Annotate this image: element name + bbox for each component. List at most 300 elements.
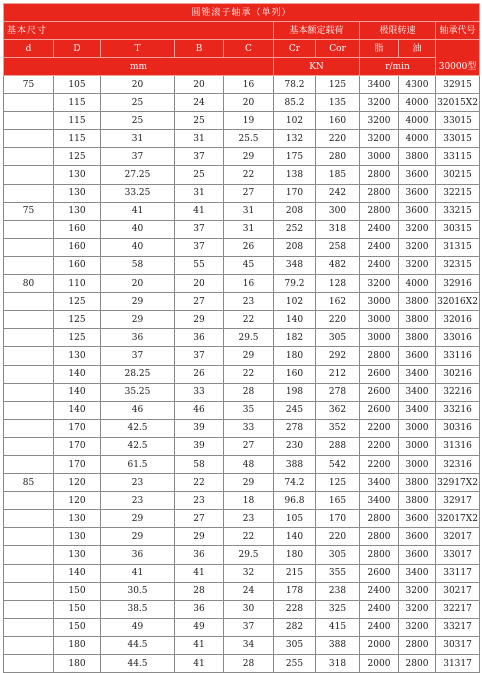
cell-B: 39 xyxy=(175,419,224,437)
cell-cor: 258 xyxy=(316,238,360,256)
cell-grease: 2200 xyxy=(360,455,399,473)
cell-d xyxy=(4,564,54,582)
cell-T: 40 xyxy=(101,238,175,256)
cell-B: 39 xyxy=(175,437,224,455)
table-row xyxy=(4,365,480,383)
cell-cr: 230 xyxy=(274,437,316,455)
cell-d xyxy=(4,220,54,238)
cell-oil: 3000 xyxy=(399,419,436,437)
cell-T: 36 xyxy=(101,329,175,347)
cell-oil: 3600 xyxy=(399,202,436,220)
cell-d xyxy=(4,582,54,600)
cell-B: 55 xyxy=(175,256,224,274)
cell-grease: 3000 xyxy=(360,311,399,329)
table-row xyxy=(4,582,480,600)
cell-T: 27.25 xyxy=(101,166,175,184)
cell-B: 31 xyxy=(175,130,224,148)
cell-cr: 178 xyxy=(274,582,316,600)
cell-d xyxy=(4,311,54,329)
cell-B: 46 xyxy=(175,401,224,419)
cell-B: 37 xyxy=(175,347,224,365)
unit-kn: KN xyxy=(274,58,360,76)
cell-oil: 3000 xyxy=(399,455,436,473)
cell-D: 140 xyxy=(54,365,101,383)
cell-cor: 288 xyxy=(316,437,360,455)
cell-oil: 4000 xyxy=(399,275,436,293)
table-body xyxy=(4,4,480,673)
cell-d xyxy=(4,256,54,274)
cell-D: 130 xyxy=(54,347,101,365)
cell-cor: 280 xyxy=(316,148,360,166)
cell-cr: 255 xyxy=(274,655,316,673)
table-row xyxy=(4,148,480,166)
cell-C: 48 xyxy=(224,455,274,473)
cell-cr: 180 xyxy=(274,347,316,365)
cell-cor: 220 xyxy=(316,528,360,546)
cell-B: 41 xyxy=(175,655,224,673)
col-C-header: C xyxy=(224,40,274,58)
cell-code: 31317 xyxy=(436,655,480,673)
cell-d xyxy=(4,492,54,510)
cell-grease: 2200 xyxy=(360,437,399,455)
bearing-code-header: 轴承代号 xyxy=(436,22,480,40)
cell-oil: 3800 xyxy=(399,474,436,492)
cell-D: 160 xyxy=(54,256,101,274)
cell-D: 140 xyxy=(54,401,101,419)
cell-C: 24 xyxy=(224,582,274,600)
cell-code: 32216 xyxy=(436,383,480,401)
cell-C: 45 xyxy=(224,256,274,274)
cell-B: 27 xyxy=(175,293,224,311)
cell-D: 125 xyxy=(54,329,101,347)
cell-C: 20 xyxy=(224,94,274,112)
cell-oil: 3600 xyxy=(399,184,436,202)
cell-C: 37 xyxy=(224,618,274,636)
cell-grease: 2600 xyxy=(360,365,399,383)
table-row xyxy=(4,655,480,673)
cell-D: 130 xyxy=(54,202,101,220)
col-cor-header: Cor xyxy=(316,40,360,58)
cell-C: 22 xyxy=(224,365,274,383)
cell-cor: 162 xyxy=(316,293,360,311)
cell-C: 16 xyxy=(224,275,274,293)
cell-grease: 2400 xyxy=(360,600,399,618)
cell-grease: 2800 xyxy=(360,347,399,365)
cell-cor: 542 xyxy=(316,455,360,473)
cell-oil: 3400 xyxy=(399,383,436,401)
cell-T: 23 xyxy=(101,474,175,492)
cell-cor: 135 xyxy=(316,94,360,112)
cell-C: 28 xyxy=(224,655,274,673)
cell-cr: 388 xyxy=(274,455,316,473)
cell-cor: 318 xyxy=(316,220,360,238)
basic-load-header: 基本额定载荷 xyxy=(274,22,360,40)
cell-code: 33015 xyxy=(436,130,480,148)
table-row xyxy=(4,293,480,311)
table-row xyxy=(4,401,480,419)
cell-C: 19 xyxy=(224,112,274,130)
cell-T: 41 xyxy=(101,202,175,220)
cell-d xyxy=(4,401,54,419)
cell-d xyxy=(4,510,54,528)
cell-d xyxy=(4,94,54,112)
cell-C: 18 xyxy=(224,492,274,510)
cell-D: 115 xyxy=(54,130,101,148)
cell-B: 25 xyxy=(175,166,224,184)
cell-d xyxy=(4,347,54,365)
cell-grease: 2200 xyxy=(360,419,399,437)
cell-B: 37 xyxy=(175,148,224,166)
cell-D: 105 xyxy=(54,76,101,94)
table-row xyxy=(4,94,480,112)
cell-grease: 2800 xyxy=(360,510,399,528)
cell-oil: 3600 xyxy=(399,528,436,546)
cell-cr: 278 xyxy=(274,419,316,437)
cell-cor: 352 xyxy=(316,419,360,437)
cell-cor: 305 xyxy=(316,546,360,564)
col-T-header: T xyxy=(101,40,175,58)
cell-D: 130 xyxy=(54,528,101,546)
table-row xyxy=(4,455,480,473)
cell-grease: 2800 xyxy=(360,528,399,546)
cell-B: 33 xyxy=(175,383,224,401)
table-row xyxy=(4,492,480,510)
cell-oil: 3800 xyxy=(399,293,436,311)
cell-code: 30317 xyxy=(436,636,480,654)
basic-dims-header: 基本尺寸 xyxy=(4,22,274,40)
cell-oil: 3200 xyxy=(399,600,436,618)
cell-code: 33015 xyxy=(436,112,480,130)
cell-cor: 212 xyxy=(316,365,360,383)
table-row xyxy=(4,510,480,528)
cell-D: 150 xyxy=(54,582,101,600)
col-oil-header: 油 xyxy=(399,40,436,58)
cell-C: 27 xyxy=(224,437,274,455)
cell-oil: 3200 xyxy=(399,220,436,238)
series-header: 30000型 xyxy=(436,40,480,76)
cell-grease: 2400 xyxy=(360,238,399,256)
cell-code: 32217 xyxy=(436,600,480,618)
cell-cr: 175 xyxy=(274,148,316,166)
cell-grease: 2000 xyxy=(360,636,399,654)
cell-d xyxy=(4,383,54,401)
cell-code: 32017X2 xyxy=(436,510,480,528)
cell-cor: 165 xyxy=(316,492,360,510)
cell-T: 29 xyxy=(101,293,175,311)
cell-oil: 3400 xyxy=(399,564,436,582)
cell-grease: 2400 xyxy=(360,618,399,636)
cell-B: 29 xyxy=(175,528,224,546)
cell-d xyxy=(4,528,54,546)
cell-C: 16 xyxy=(224,76,274,94)
limit-speed-header: 极限转速 xyxy=(360,22,436,40)
cell-C: 22 xyxy=(224,311,274,329)
cell-C: 29 xyxy=(224,347,274,365)
cell-oil: 3200 xyxy=(399,238,436,256)
cell-cor: 388 xyxy=(316,636,360,654)
cell-cr: 85.2 xyxy=(274,94,316,112)
cell-C: 23 xyxy=(224,293,274,311)
cell-D: 170 xyxy=(54,455,101,473)
cell-code: 32315 xyxy=(436,256,480,274)
cell-cr: 160 xyxy=(274,365,316,383)
cell-D: 130 xyxy=(54,546,101,564)
cell-cr: 170 xyxy=(274,184,316,202)
cell-grease: 2000 xyxy=(360,655,399,673)
cell-code: 33117 xyxy=(436,564,480,582)
cell-D: 130 xyxy=(54,184,101,202)
cell-code: 30217 xyxy=(436,582,480,600)
cell-D: 115 xyxy=(54,112,101,130)
table-row xyxy=(4,184,480,202)
cell-D: 125 xyxy=(54,311,101,329)
cell-cor: 125 xyxy=(316,76,360,94)
cell-cor: 305 xyxy=(316,329,360,347)
cell-cr: 208 xyxy=(274,202,316,220)
cell-cr: 180 xyxy=(274,546,316,564)
cell-B: 37 xyxy=(175,238,224,256)
cell-code: 30315 xyxy=(436,220,480,238)
cell-cor: 325 xyxy=(316,600,360,618)
cell-C: 28 xyxy=(224,383,274,401)
cell-cr: 102 xyxy=(274,293,316,311)
cell-cor: 362 xyxy=(316,401,360,419)
cell-oil: 3800 xyxy=(399,311,436,329)
cell-grease: 2600 xyxy=(360,383,399,401)
unit-rpm: r/min xyxy=(360,58,436,76)
cell-B: 20 xyxy=(175,76,224,94)
table-row xyxy=(4,564,480,582)
bearing-spec-table xyxy=(3,3,480,673)
cell-grease: 2600 xyxy=(360,564,399,582)
cell-code: 32215 xyxy=(436,184,480,202)
cell-code: 32917 xyxy=(436,492,480,510)
cell-d xyxy=(4,184,54,202)
col-grease-header: 脂 xyxy=(360,40,399,58)
cell-cr: 102 xyxy=(274,112,316,130)
cell-T: 23 xyxy=(101,492,175,510)
cell-cr: 282 xyxy=(274,618,316,636)
cell-oil: 4000 xyxy=(399,130,436,148)
cell-B: 36 xyxy=(175,329,224,347)
cell-oil: 3800 xyxy=(399,492,436,510)
cell-code: 33016 xyxy=(436,329,480,347)
cell-cr: 198 xyxy=(274,383,316,401)
cell-cor: 300 xyxy=(316,202,360,220)
unit-row xyxy=(4,58,480,76)
cell-T: 29 xyxy=(101,311,175,329)
cell-C: 23 xyxy=(224,510,274,528)
cell-C: 34 xyxy=(224,636,274,654)
cell-grease: 3200 xyxy=(360,94,399,112)
cell-code: 32917X2 xyxy=(436,474,480,492)
cell-B: 20 xyxy=(175,275,224,293)
cell-D: 160 xyxy=(54,238,101,256)
cell-D: 180 xyxy=(54,655,101,673)
cell-C: 29 xyxy=(224,474,274,492)
cell-code: 33215 xyxy=(436,202,480,220)
cell-T: 29 xyxy=(101,528,175,546)
table-row xyxy=(4,474,480,492)
cell-cor: 160 xyxy=(316,112,360,130)
cell-C: 22 xyxy=(224,528,274,546)
cell-cor: 170 xyxy=(316,510,360,528)
cell-code: 30216 xyxy=(436,365,480,383)
cell-B: 58 xyxy=(175,455,224,473)
cell-grease: 3000 xyxy=(360,329,399,347)
cell-D: 180 xyxy=(54,636,101,654)
cell-T: 58 xyxy=(101,256,175,274)
cell-grease: 2600 xyxy=(360,401,399,419)
cell-B: 22 xyxy=(175,474,224,492)
cell-C: 31 xyxy=(224,202,274,220)
cell-d xyxy=(4,618,54,636)
cell-code: 33116 xyxy=(436,347,480,365)
cell-oil: 3200 xyxy=(399,618,436,636)
cell-grease: 2400 xyxy=(360,582,399,600)
cell-T: 42.5 xyxy=(101,419,175,437)
cell-grease: 2400 xyxy=(360,220,399,238)
table-row xyxy=(4,600,480,618)
cell-cor: 318 xyxy=(316,655,360,673)
cell-C: 29.5 xyxy=(224,329,274,347)
cell-cor: 238 xyxy=(316,582,360,600)
table-row xyxy=(4,76,480,94)
cell-T: 37 xyxy=(101,347,175,365)
cell-D: 130 xyxy=(54,510,101,528)
cell-T: 40 xyxy=(101,220,175,238)
cell-code: 33216 xyxy=(436,401,480,419)
cell-d xyxy=(4,655,54,673)
cell-oil: 4000 xyxy=(399,112,436,130)
cell-d xyxy=(4,112,54,130)
cell-grease: 2800 xyxy=(360,546,399,564)
cell-T: 20 xyxy=(101,76,175,94)
cell-B: 24 xyxy=(175,94,224,112)
cell-oil: 3600 xyxy=(399,546,436,564)
cell-d xyxy=(4,636,54,654)
cell-cr: 78.2 xyxy=(274,76,316,94)
table-row xyxy=(4,130,480,148)
table-row xyxy=(4,419,480,437)
cell-d xyxy=(4,293,54,311)
cell-C: 22 xyxy=(224,166,274,184)
cell-B: 37 xyxy=(175,220,224,238)
cell-code: 30215 xyxy=(436,166,480,184)
cell-D: 110 xyxy=(54,275,101,293)
cell-code: 32016X2 xyxy=(436,293,480,311)
cell-D: 150 xyxy=(54,600,101,618)
table-row xyxy=(4,546,480,564)
cell-T: 29 xyxy=(101,510,175,528)
table-row xyxy=(4,166,480,184)
cell-oil: 4300 xyxy=(399,76,436,94)
cell-d xyxy=(4,546,54,564)
cell-d xyxy=(4,329,54,347)
group-header-row xyxy=(4,22,480,40)
cell-d: 85 xyxy=(4,474,54,492)
column-header-row xyxy=(4,40,480,58)
cell-T: 33.25 xyxy=(101,184,175,202)
cell-cr: 182 xyxy=(274,329,316,347)
cell-T: 31 xyxy=(101,130,175,148)
cell-D: 140 xyxy=(54,564,101,582)
cell-grease: 3200 xyxy=(360,275,399,293)
cell-C: 29.5 xyxy=(224,546,274,564)
cell-T: 41 xyxy=(101,564,175,582)
cell-D: 115 xyxy=(54,94,101,112)
cell-B: 41 xyxy=(175,636,224,654)
cell-T: 46 xyxy=(101,401,175,419)
cell-d: 75 xyxy=(4,76,54,94)
cell-D: 160 xyxy=(54,220,101,238)
col-B-header: B xyxy=(175,40,224,58)
cell-d xyxy=(4,600,54,618)
cell-D: 140 xyxy=(54,383,101,401)
table-row xyxy=(4,220,480,238)
cell-grease: 3200 xyxy=(360,130,399,148)
cell-cor: 220 xyxy=(316,311,360,329)
cell-grease: 2400 xyxy=(360,256,399,274)
cell-cr: 215 xyxy=(274,564,316,582)
cell-T: 38.5 xyxy=(101,600,175,618)
cell-cr: 245 xyxy=(274,401,316,419)
cell-cr: 138 xyxy=(274,166,316,184)
cell-oil: 2800 xyxy=(399,636,436,654)
table-row xyxy=(4,618,480,636)
cell-d xyxy=(4,437,54,455)
cell-B: 41 xyxy=(175,564,224,582)
cell-d xyxy=(4,238,54,256)
cell-C: 25.5 xyxy=(224,130,274,148)
cell-code: 32916 xyxy=(436,275,480,293)
cell-code: 30316 xyxy=(436,419,480,437)
cell-cr: 228 xyxy=(274,600,316,618)
cell-grease: 2800 xyxy=(360,184,399,202)
cell-cor: 292 xyxy=(316,347,360,365)
cell-grease: 3000 xyxy=(360,148,399,166)
cell-code: 31316 xyxy=(436,437,480,455)
table-row xyxy=(4,311,480,329)
cell-B: 23 xyxy=(175,492,224,510)
cell-oil: 3600 xyxy=(399,166,436,184)
cell-D: 130 xyxy=(54,166,101,184)
cell-cor: 242 xyxy=(316,184,360,202)
cell-cr: 79.2 xyxy=(274,275,316,293)
cell-grease: 2800 xyxy=(360,166,399,184)
cell-C: 30 xyxy=(224,600,274,618)
cell-T: 25 xyxy=(101,94,175,112)
cell-grease: 2800 xyxy=(360,202,399,220)
table-row xyxy=(4,256,480,274)
cell-D: 170 xyxy=(54,419,101,437)
cell-code: 33115 xyxy=(436,148,480,166)
cell-d: 75 xyxy=(4,202,54,220)
cell-T: 30.5 xyxy=(101,582,175,600)
cell-cor: 278 xyxy=(316,383,360,401)
cell-B: 29 xyxy=(175,311,224,329)
table-row xyxy=(4,636,480,654)
cell-T: 42.5 xyxy=(101,437,175,455)
cell-code: 32016 xyxy=(436,311,480,329)
cell-cr: 74.2 xyxy=(274,474,316,492)
cell-oil: 3800 xyxy=(399,329,436,347)
cell-D: 120 xyxy=(54,474,101,492)
cell-d: 80 xyxy=(4,275,54,293)
table-row xyxy=(4,275,480,293)
cell-C: 26 xyxy=(224,238,274,256)
cell-code: 31315 xyxy=(436,238,480,256)
